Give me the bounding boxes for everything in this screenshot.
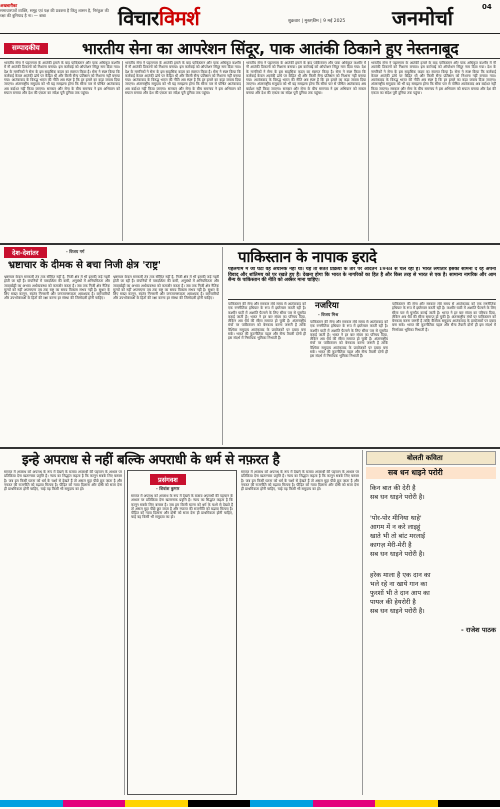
poem-author: - राजेश पाठक xyxy=(461,626,496,634)
bottom-col-3: समाज में अपराध को अपराध के रूप में देखने के बजाय अपराधी की पहचान के आधार पर प्रतिक्रिया देना खतरनाक प्रवृत्ति है। न्याय का सिद्धांत कहता है कि कानून सबके लिए बराबर है। जब हम किसी घटना को धर्म के चश्मे से देखते हैं तो असल मुद्दा पीछे छूट जाता है और नफरत की राजनीति को बढ़ावा मिलता है। पीड़ित को न्याय दिलाना और दोषी को सजा देना ही प्राथमिकता होनी चाहिए, चाहे वह किसी भी समुदाय का हो। xyxy=(241,470,359,492)
poem-line: आगम में न करे लाइहूं xyxy=(370,523,421,531)
masthead-quote xyxy=(0,3,110,18)
color-swatch xyxy=(63,800,126,807)
desh-col-1: भ्रष्टाचार केवल सरकारी तंत्र तक सीमित नहीं है, निजी क्षेत्र में भी इसकी जड़ें गहरी होती जा रही हैं। कंपनियों में पारदर्शिता की कमी, अनुबंधों में अनियमितता और जवाबदेही का अभाव अर्थव्यवस्था को कमजोर करता है। जब तक निजी क्षेत्र नैतिक मूल्यों को नहीं अपनाएगा तब तक राष्ट्र का समग्र विकास संभव नहीं है। सुधार के लिए सख्त कानून, स्वतंत्र निगरानी और जनजागरूकता आवश्यक है। कर्मचारियों और उपभोक्ताओं के हितों की रक्षा करना हर संस्था की जिम्मेदारी होनी चाहिए। xyxy=(4,275,110,301)
pak-col-3: पाकिस्तान की सेना और सरकार लंबे समय से आतंकवाद को एक रणनीतिक हथियार के रूप में इस्तेमाल करती रही है। कश्मीर घाटी में अशांति फैलाने के लिए सीमा पार से घुसपैठ कराई जाती है। भारत ने हर बार संयम का परिचय दिया, लेकिन अब धैर्य की सीमा समाप्त हो चुकी है। अंतरराष्ट्रीय मंचों पर पाकिस्तान को बेनकाब करना जरूरी है ताकि वैश्विक समुदाय आतंकवाद के प्रायोजकों पर दबाव बना सके। भारत की कूटनीतिक पहल और सैन्य तैयारी दोनों ही इस संदर्भ में निर्णायक भूमिका निभाती हैं। xyxy=(392,302,496,332)
col-divider xyxy=(222,247,223,445)
editorial-col-1: भारतीय सेना ने पहलगाम के आतंकी हमले के बाद पाकिस्तान और पाक अधिकृत कश्मीर में नौ आतंकी ठिकानों को निशाना बनाया। इस कार्रवाई को ऑपरेशन सिंदूर नाम दिया गया। देश के नागरिकों ने सेना के इस साहसिक कदम का स्वागत किया है। सेना ने स्पष्ट किया कि कार्रवाई केवल आतंकी ढांचे पर केंद्रित थी और किसी सैन्य प्रतिष्ठान को निशाना नहीं बनाया गया। आतंकवाद के विरुद्ध भारत की नीति अब स्पष्ट है कि हर हमले का कड़ा जवाब दिया जाएगा। अंतरराष्ट्रीय समुदाय को भी यह समझना होगा कि सीमा पार से पोषित आतंकवाद अब बर्दाश्त नहीं किया जाएगा। सरकार और सेना के बीच समन्वय ने इस अभियान को सफल बनाया और देश की एकता का संदेश पूरी दुनिया तक पहुंचा। xyxy=(4,61,120,96)
dateline: शुक्रवार | मुस्तफ़ीम | 9 मई 2025 xyxy=(288,19,346,24)
color-swatch xyxy=(0,800,63,807)
col-divider xyxy=(243,61,244,241)
section-rule xyxy=(0,447,500,449)
poem-line: फुरशों भी ते दान आप का xyxy=(370,589,430,597)
color-swatch xyxy=(375,800,438,807)
col-divider xyxy=(362,450,363,795)
desh-byline: - विजय गर्ग xyxy=(66,249,85,254)
poem-line: सब धन धाइने परोरी है। xyxy=(370,493,425,501)
editorial-label: सम्पादकीय xyxy=(4,43,48,54)
pak-col-2: पाकिस्तान की सेना और सरकार लंबे समय से आतंकवाद को एक रणनीतिक हथियार के रूप में इस्तेमाल करती रही है। कश्मीर घाटी में अशांति फैलाने के लिए सीमा पार से घुसपैठ कराई जाती है। भारत ने हर बार संयम का परिचय दिया, लेकिन अब धैर्य की सीमा समाप्त हो चुकी है। अंतरराष्ट्रीय मंचों पर पाकिस्तान को बेनकाब करना जरूरी है ताकि वैश्विक समुदाय आतंकवाद के प्रायोजकों पर दबाव बना सके। भारत की कूटनीतिक पहल और सैन्य तैयारी दोनों ही इस संदर्भ में निर्णायक भूमिका निभाती हैं। xyxy=(310,320,388,359)
pak-col-1: पाकिस्तान की सेना और सरकार लंबे समय से आतंकवाद को एक रणनीतिक हथियार के रूप में इस्तेमाल करती रही है। कश्मीर घाटी में अशांति फैलाने के लिए सीमा पार से घुसपैठ कराई जाती है। भारत ने हर बार संयम का परिचय दिया, लेकिन अब धैर्य की सीमा समाप्त हो चुकी है। अंतरराष्ट्रीय मंचों पर पाकिस्तान को बेनकाब करना जरूरी है ताकि वैश्विक समुदाय आतंकवाद के प्रायोजकों पर दबाव बना सके। भारत की कूटनीतिक पहल और सैन्य तैयारी दोनों ही इस संदर्भ में निर्णायक भूमिका निभाती हैं। xyxy=(228,302,306,341)
bottom-col-1: समाज में अपराध को अपराध के रूप में देखने के बजाय अपराधी की पहचान के आधार पर प्रतिक्रिया देना खतरनाक प्रवृत्ति है। न्याय का सिद्धांत कहता है कि कानून सबके लिए बराबर है। जब हम किसी घटना को धर्म के चश्मे से देखते हैं तो असल मुद्दा पीछे छूट जाता है और नफरत की राजनीति को बढ़ावा मिलता है। पीड़ित को न्याय दिलाना और दोषी को सजा देना ही प्राथमिकता होनी चाहिए, चाहे वह किसी भी समुदाय का हो। xyxy=(4,470,122,492)
color-swatch xyxy=(188,800,251,807)
poem-section-label: बोलती कविता xyxy=(407,454,443,462)
quote-text: समाचारपत्रों व्यक्ति, समूह एवं पक्ष की प्रवक्ता है किंतु शासन है, निरंकुश की रक्षा की बुनियाद है ना। — बाबा xyxy=(0,8,109,18)
nazariya-byline: - विजय मिश्र xyxy=(318,312,339,317)
poem-title-bar xyxy=(366,467,496,479)
pak-headline: पाकिस्तान के नापाक इरादे xyxy=(238,248,377,266)
poem-line: कागज़ मेरी-मेरी है xyxy=(370,541,412,549)
bottom-headline: इन्हे अपराध से नहीं बल्कि अपराधी के धर्म से नफ़रत है xyxy=(22,452,280,468)
prasangvash-box xyxy=(127,470,237,795)
poem-body xyxy=(370,484,496,635)
poem-line: 'पोर-पोर मीनिया थाहे' xyxy=(370,514,422,522)
editorial-rule xyxy=(0,58,500,59)
quote-label: अखबारीका xyxy=(0,3,18,8)
section-rule xyxy=(0,243,500,245)
section-title xyxy=(118,4,199,31)
poem-line: सब धन धाइने परोरी है। xyxy=(370,607,425,615)
color-swatch xyxy=(250,800,313,807)
editorial-col-4: भारतीय सेना ने पहलगाम के आतंकी हमले के बाद पाकिस्तान और पाक अधिकृत कश्मीर में नौ आतंकी ठिकानों को निशाना बनाया। इस कार्रवाई को ऑपरेशन सिंदूर नाम दिया गया। देश के नागरिकों ने सेना के इस साहसिक कदम का स्वागत किया है। सेना ने स्पष्ट किया कि कार्रवाई केवल आतंकी ढांचे पर केंद्रित थी और किसी सैन्य प्रतिष्ठान को निशाना नहीं बनाया गया। आतंकवाद के विरुद्ध भारत की नीति अब स्पष्ट है कि हर हमले का कड़ा जवाब दिया जाएगा। अंतरराष्ट्रीय समुदाय को भी यह समझना होगा कि सीमा पार से पोषित आतंकवाद अब बर्दाश्त नहीं किया जाएगा। सरकार और सेना के बीच समन्वय ने इस अभियान को सफल बनाया और देश की एकता का संदेश पूरी दुनिया तक पहुंचा। xyxy=(371,61,496,96)
desh-label: देश-देशांतर xyxy=(4,247,47,258)
color-swatch xyxy=(438,800,500,807)
col-divider xyxy=(124,470,125,795)
section-title-b: विमर्श xyxy=(158,6,200,30)
editorial-col-2: भारतीय सेना ने पहलगाम के आतंकी हमले के बाद पाकिस्तान और पाक अधिकृत कश्मीर में नौ आतंकी ठिकानों को निशाना बनाया। इस कार्रवाई को ऑपरेशन सिंदूर नाम दिया गया। देश के नागरिकों ने सेना के इस साहसिक कदम का स्वागत किया है। सेना ने स्पष्ट किया कि कार्रवाई केवल आतंकी ढांचे पर केंद्रित थी और किसी सैन्य प्रतिष्ठान को निशाना नहीं बनाया गया। आतंकवाद के विरुद्ध भारत की नीति अब स्पष्ट है कि हर हमले का कड़ा जवाब दिया जाएगा। अंतरराष्ट्रीय समुदाय को भी यह समझना होगा कि सीमा पार से पोषित आतंकवाद अब बर्दाश्त नहीं किया जाएगा। सरकार और सेना के बीच समन्वय ने इस अभियान को सफल बनाया और देश की एकता का संदेश पूरी दुनिया तक पहुंचा। xyxy=(125,61,241,96)
editorial-col-3: भारतीय सेना ने पहलगाम के आतंकी हमले के बाद पाकिस्तान और पाक अधिकृत कश्मीर में नौ आतंकी ठिकानों को निशाना बनाया। इस कार्रवाई को ऑपरेशन सिंदूर नाम दिया गया। देश के नागरिकों ने सेना के इस साहसिक कदम का स्वागत किया है। सेना ने स्पष्ट किया कि कार्रवाई केवल आतंकी ढांचे पर केंद्रित थी और किसी सैन्य प्रतिष्ठान को निशाना नहीं बनाया गया। आतंकवाद के विरुद्ध भारत की नीति अब स्पष्ट है कि हर हमले का कड़ा जवाब दिया जाएगा। अंतरराष्ट्रीय समुदाय को भी यह समझना होगा कि सीमा पार से पोषित आतंकवाद अब बर्दाश्त नहीं किया जाएगा। सरकार और सेना के बीच समन्वय ने इस अभियान को सफल बनाया और देश की एकता का संदेश पूरी दुनिया तक पहुंचा। xyxy=(246,61,366,96)
editorial-headline: भारतीय सेना का आपरेशन सिंदूर, पाक आतंकी ठिकाने हुए नेस्तनाबूद xyxy=(82,40,459,58)
prasangvash-byline: - शिवांश कुमार xyxy=(156,486,180,491)
poem-line: खाते भी तो बांट मरलाई xyxy=(370,532,426,540)
poem-line: सब धन धाइने परोरी है। xyxy=(370,550,425,558)
prasangvash-text: समाज में अपराध को अपराध के रूप में देखने के बजाय अपराधी की पहचान के आधार पर प्रतिक्रिया देना खतरनाक प्रवृत्ति है। न्याय का सिद्धांत कहता है कि कानून सबके लिए बराबर है। जब हम किसी घटना को धर्म के चश्मे से देखते हैं तो असल मुद्दा पीछे छूट जाता है और नफरत की राजनीति को बढ़ावा मिलता है। पीड़ित को न्याय दिलाना और दोषी को सजा देना ही प्राथमिकता होनी चाहिए, चाहे वह किसी भी समुदाय का हो। xyxy=(131,494,233,520)
col-divider xyxy=(368,61,369,241)
print-color-bar xyxy=(0,800,500,809)
section-title-a: विचार xyxy=(118,6,159,30)
poem-line: पायल की हेयरोरी है xyxy=(370,598,416,606)
col-divider xyxy=(122,61,123,241)
masthead xyxy=(0,0,500,34)
desh-col-2: भ्रष्टाचार केवल सरकारी तंत्र तक सीमित नहीं है, निजी क्षेत्र में भी इसकी जड़ें गहरी होती जा रही हैं। कंपनियों में पारदर्शिता की कमी, अनुबंधों में अनियमितता और जवाबदेही का अभाव अर्थव्यवस्था को कमजोर करता है। जब तक निजी क्षेत्र नैतिक मूल्यों को नहीं अपनाएगा तब तक राष्ट्र का समग्र विकास संभव नहीं है। सुधार के लिए सख्त कानून, स्वतंत्र निगरानी और जनजागरूकता आवश्यक है। कर्मचारियों और उपभोक्ताओं के हितों की रक्षा करना हर संस्था की जिम्मेदारी होनी चाहिए। xyxy=(113,275,219,301)
page-number: 04 xyxy=(482,3,492,11)
desh-headline: भ्रष्टाचार के दीमक से बचा निजी क्षेत्र 'राष्ट्र' xyxy=(8,260,161,271)
color-swatch xyxy=(313,800,376,807)
nazariya-label: नजरिया xyxy=(315,301,339,311)
paper-name: जनमोर्चा xyxy=(392,6,453,30)
pak-rule xyxy=(228,299,496,300)
poem-line: भले रहे ना खाये गान का xyxy=(370,580,428,588)
pak-lead: पहलगाम में जो घटा वह अचानक नहीं था। यह तो सतत प्रक्रिया के तौर पर आदतन 1948 से चल रहा है। भारत लगातार इसका सामना दे रहे अपनी विवाद और शांतिमय को पर रखते हुए है। देखना होगा कि भारत के नागरिकों का हित है और किस तरह से भारत से एक है। सामान्य नागरिक और आम सैन्य के पाकिस्तान की नीति को अक्सर माना चाहिए। xyxy=(228,267,496,284)
prasangvash-label: प्रसंगवश xyxy=(150,474,186,485)
color-swatch xyxy=(125,800,188,807)
poem-title: सब धन धाइने परोरी xyxy=(388,468,443,477)
poem-line: हरेक माला है एक दान का xyxy=(370,571,431,579)
poem-section-bar xyxy=(366,451,496,465)
poem-line: किन बात की देरी है xyxy=(370,484,416,492)
